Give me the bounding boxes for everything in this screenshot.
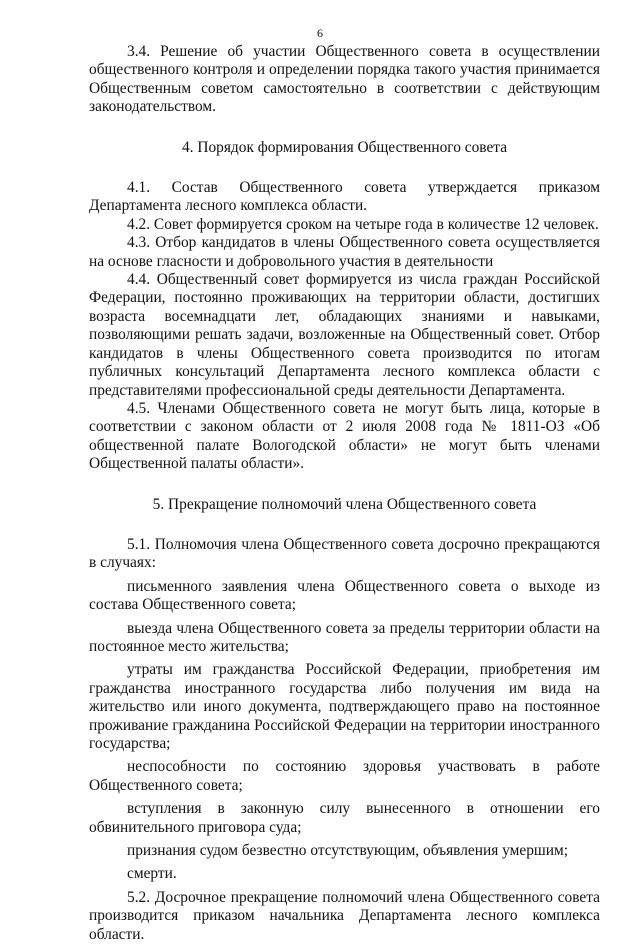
case-item: письменного заявления члена Общественного совета о выходе из состава Общественного совета; (89, 577, 600, 614)
case-item: вступления в законную силу вынесенного в отношении его обвинительного приговора суда; (89, 800, 600, 836)
case-item: выезда члена Общественного совета за пределы территории области на постоянное место жительства; (89, 619, 600, 655)
case-item: неспособности по состоянию здоровья участвовать в работе Общественного совета; (89, 758, 600, 794)
case-item: смерти. (127, 865, 177, 883)
document-body (89, 43, 600, 944)
case-item: признания судом безвестно отсутствующим, объявления умершим; (127, 842, 569, 860)
paragraph-5-1: 5.1. Полномочия члена Общественного совета досрочно прекращаются в случаях: (89, 535, 600, 572)
paragraph-4-5: 4.5. Членами Общественного совета не могут быть лица, которые в соответствии с законом области от 2 июля 2008 года № 1811-ОЗ «Об общественной палате Вологодской области» не могут быть членами Общественной палаты области». (89, 399, 600, 473)
paragraph-3-4: 3.4. Решение об участии Общественного совета в осуществлении общественного контроля и определении порядка такого участия принимается Общественным советом самостоятельно в соответствии с действующим законодательством. (89, 43, 600, 116)
paragraph-4-3: 4.3. Отбор кандидатов в члены Общественного совета осуществляется на основе гласности и добровольного участия в деятельности (89, 234, 600, 270)
paragraph-5-2: 5.2. Досрочное прекращение полномочий члена Общественного совета производится приказом начальника Департамента лесного комплекса области. (89, 888, 600, 943)
paragraph-4-4: 4.4. Общественный совет формируется из числа граждан Российской Федерации, постоянно проживающих на территории области, достигших возраста восемнадцати лет, обладающих знаниями и навыками, позволяющими решать задачи, возложенные на Общественный совет. Отбор кандидатов в члены Общественного совета производится по итогам публичных консультаций Департамента лесного комплекса области с представителями профессиональной среды деятельности Департамента. (89, 271, 600, 399)
page-number: 6 (317, 26, 323, 40)
section-5-title: 5. Прекращение полномочий члена Общественного совета (152, 495, 537, 513)
paragraph-4-1: 4.1. Состав Общественного совета утверждается приказом Департамента лесного комплекса области. (89, 179, 600, 215)
paragraph-4-2: 4.2. Совет формируется сроком на четыре года в количестве 12 человек. (127, 215, 599, 233)
case-item: утраты им гражданства Российской Федерации, приобретения им гражданства иностранного государства либо получения им вида на жительство или иного документа, подтверждающего право на постоянное проживание гражданина Российской Федерации на территории иностранного государства; (89, 661, 600, 752)
section-4-title: 4. Порядок формирования Общественного совета (181, 138, 508, 156)
